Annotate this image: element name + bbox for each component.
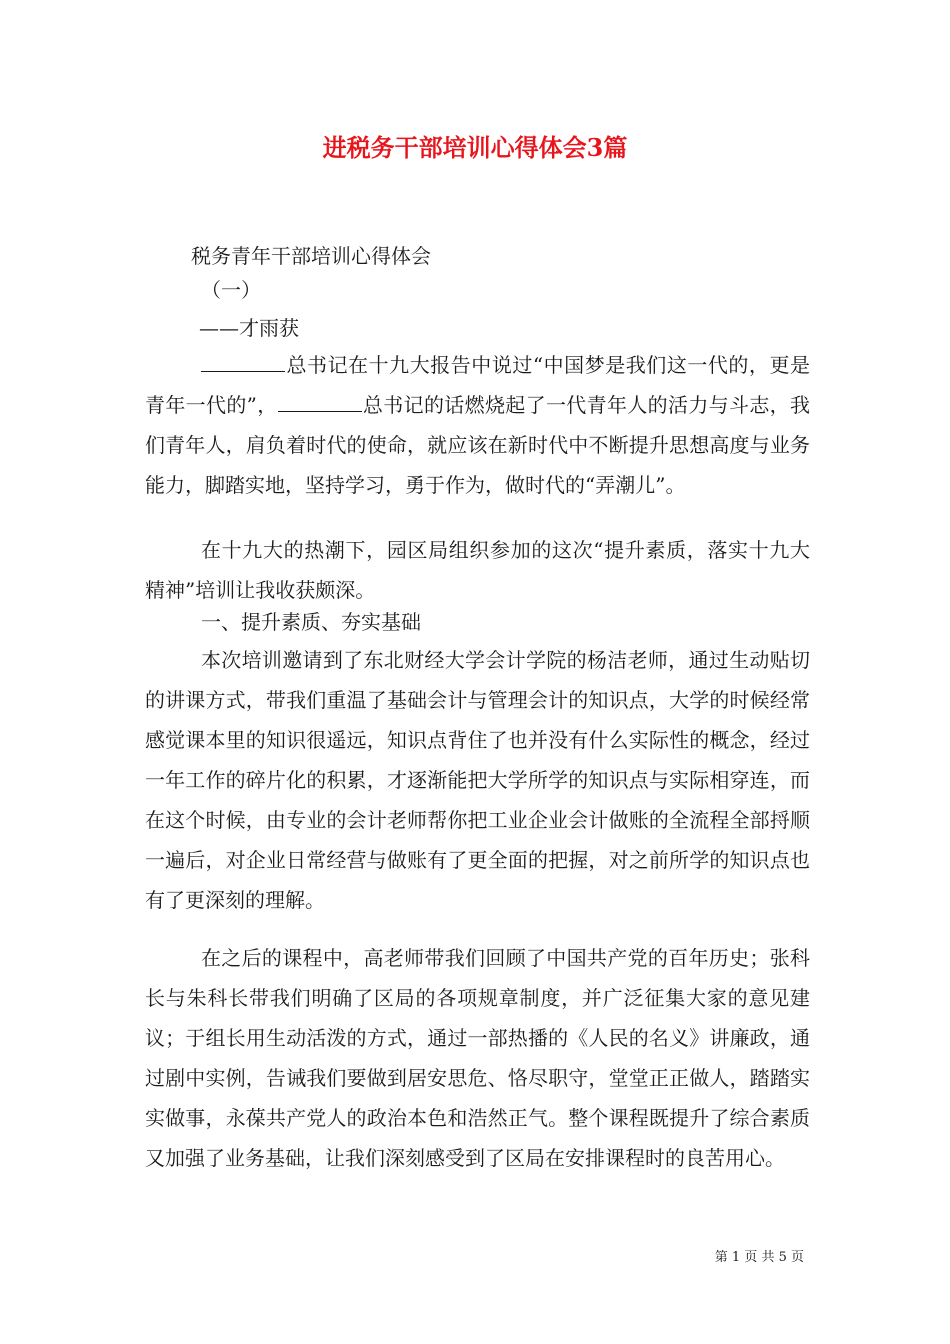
section-number: （一） [201, 278, 261, 302]
page-number: 第 1 页 共 5 页 [714, 1250, 804, 1265]
page-title: 进税务干部培训心得体会3篇 [322, 133, 628, 162]
redacted-name-blank [201, 351, 285, 372]
paragraph-intro [145, 345, 810, 505]
paragraph-intro-part2: 总书记的话燃烧起了一代青年人的活力与斗志，我们青年人，肩负着时代的使命，就应该在新时代中不断提升思想高度与业务能力，脚踏实地，坚持学习，勇于作为，做时代的“弄潮儿”。 [145, 393, 811, 497]
author-line: ——才雨获 [199, 316, 299, 340]
paragraph-courses: 在之后的课程中，高老师带我们回顾了中国共产党的百年历史；张科长与朱科长带我们明确了区局的各项规章制度，并广泛征集大家的意见建议；于组长用生动活泼的方式，通过一部热播的《人民的名义》讲廉政，通过剧中实例，告诫我们要做到居安思危、恪尽职守，堂堂正正做人，踏踏实实做事，永葆共产党人的政治本色和浩然正气。整个课程既提升了综合素质又加强了业务基础，让我们深刻感受到了区局在安排课程时的良苦用心。 [145, 946, 810, 1170]
section-heading-1: 一、提升素质、夯实基础 [201, 610, 421, 634]
redacted-name-blank [278, 391, 362, 412]
paragraph-context: 在十九大的热潮下，园区局组织参加的这次“提升素质，落实十九大精神”培训让我收获颇深。 [145, 538, 810, 602]
paragraph-intro-part1: 总书记在十九大报告中说过“中国梦是我们这一代的，更是青年一代的”， [145, 353, 810, 417]
subtitle: 税务青年干部培训心得体会 [191, 244, 431, 268]
paragraph-training: 本次培训邀请到了东北财经大学会计学院的杨洁老师，通过生动贴切的讲课方式，带我们重温了基础会计与管理会计的知识点，大学的时候经常感觉课本里的知识很遥远，知识点背住了也并没有什么实际性的概念，经过一年工作的碎片化的积累，才逐渐能把大学所学的知识点与实际相穿连，而在这个时候，由专业的会计老师帮你把工业企业会计做账的全流程全部捋顺一遍后，对企业日常经营与做账有了更全面的把握，对之前所学的知识点也有了更深刻的理解。 [145, 648, 810, 912]
